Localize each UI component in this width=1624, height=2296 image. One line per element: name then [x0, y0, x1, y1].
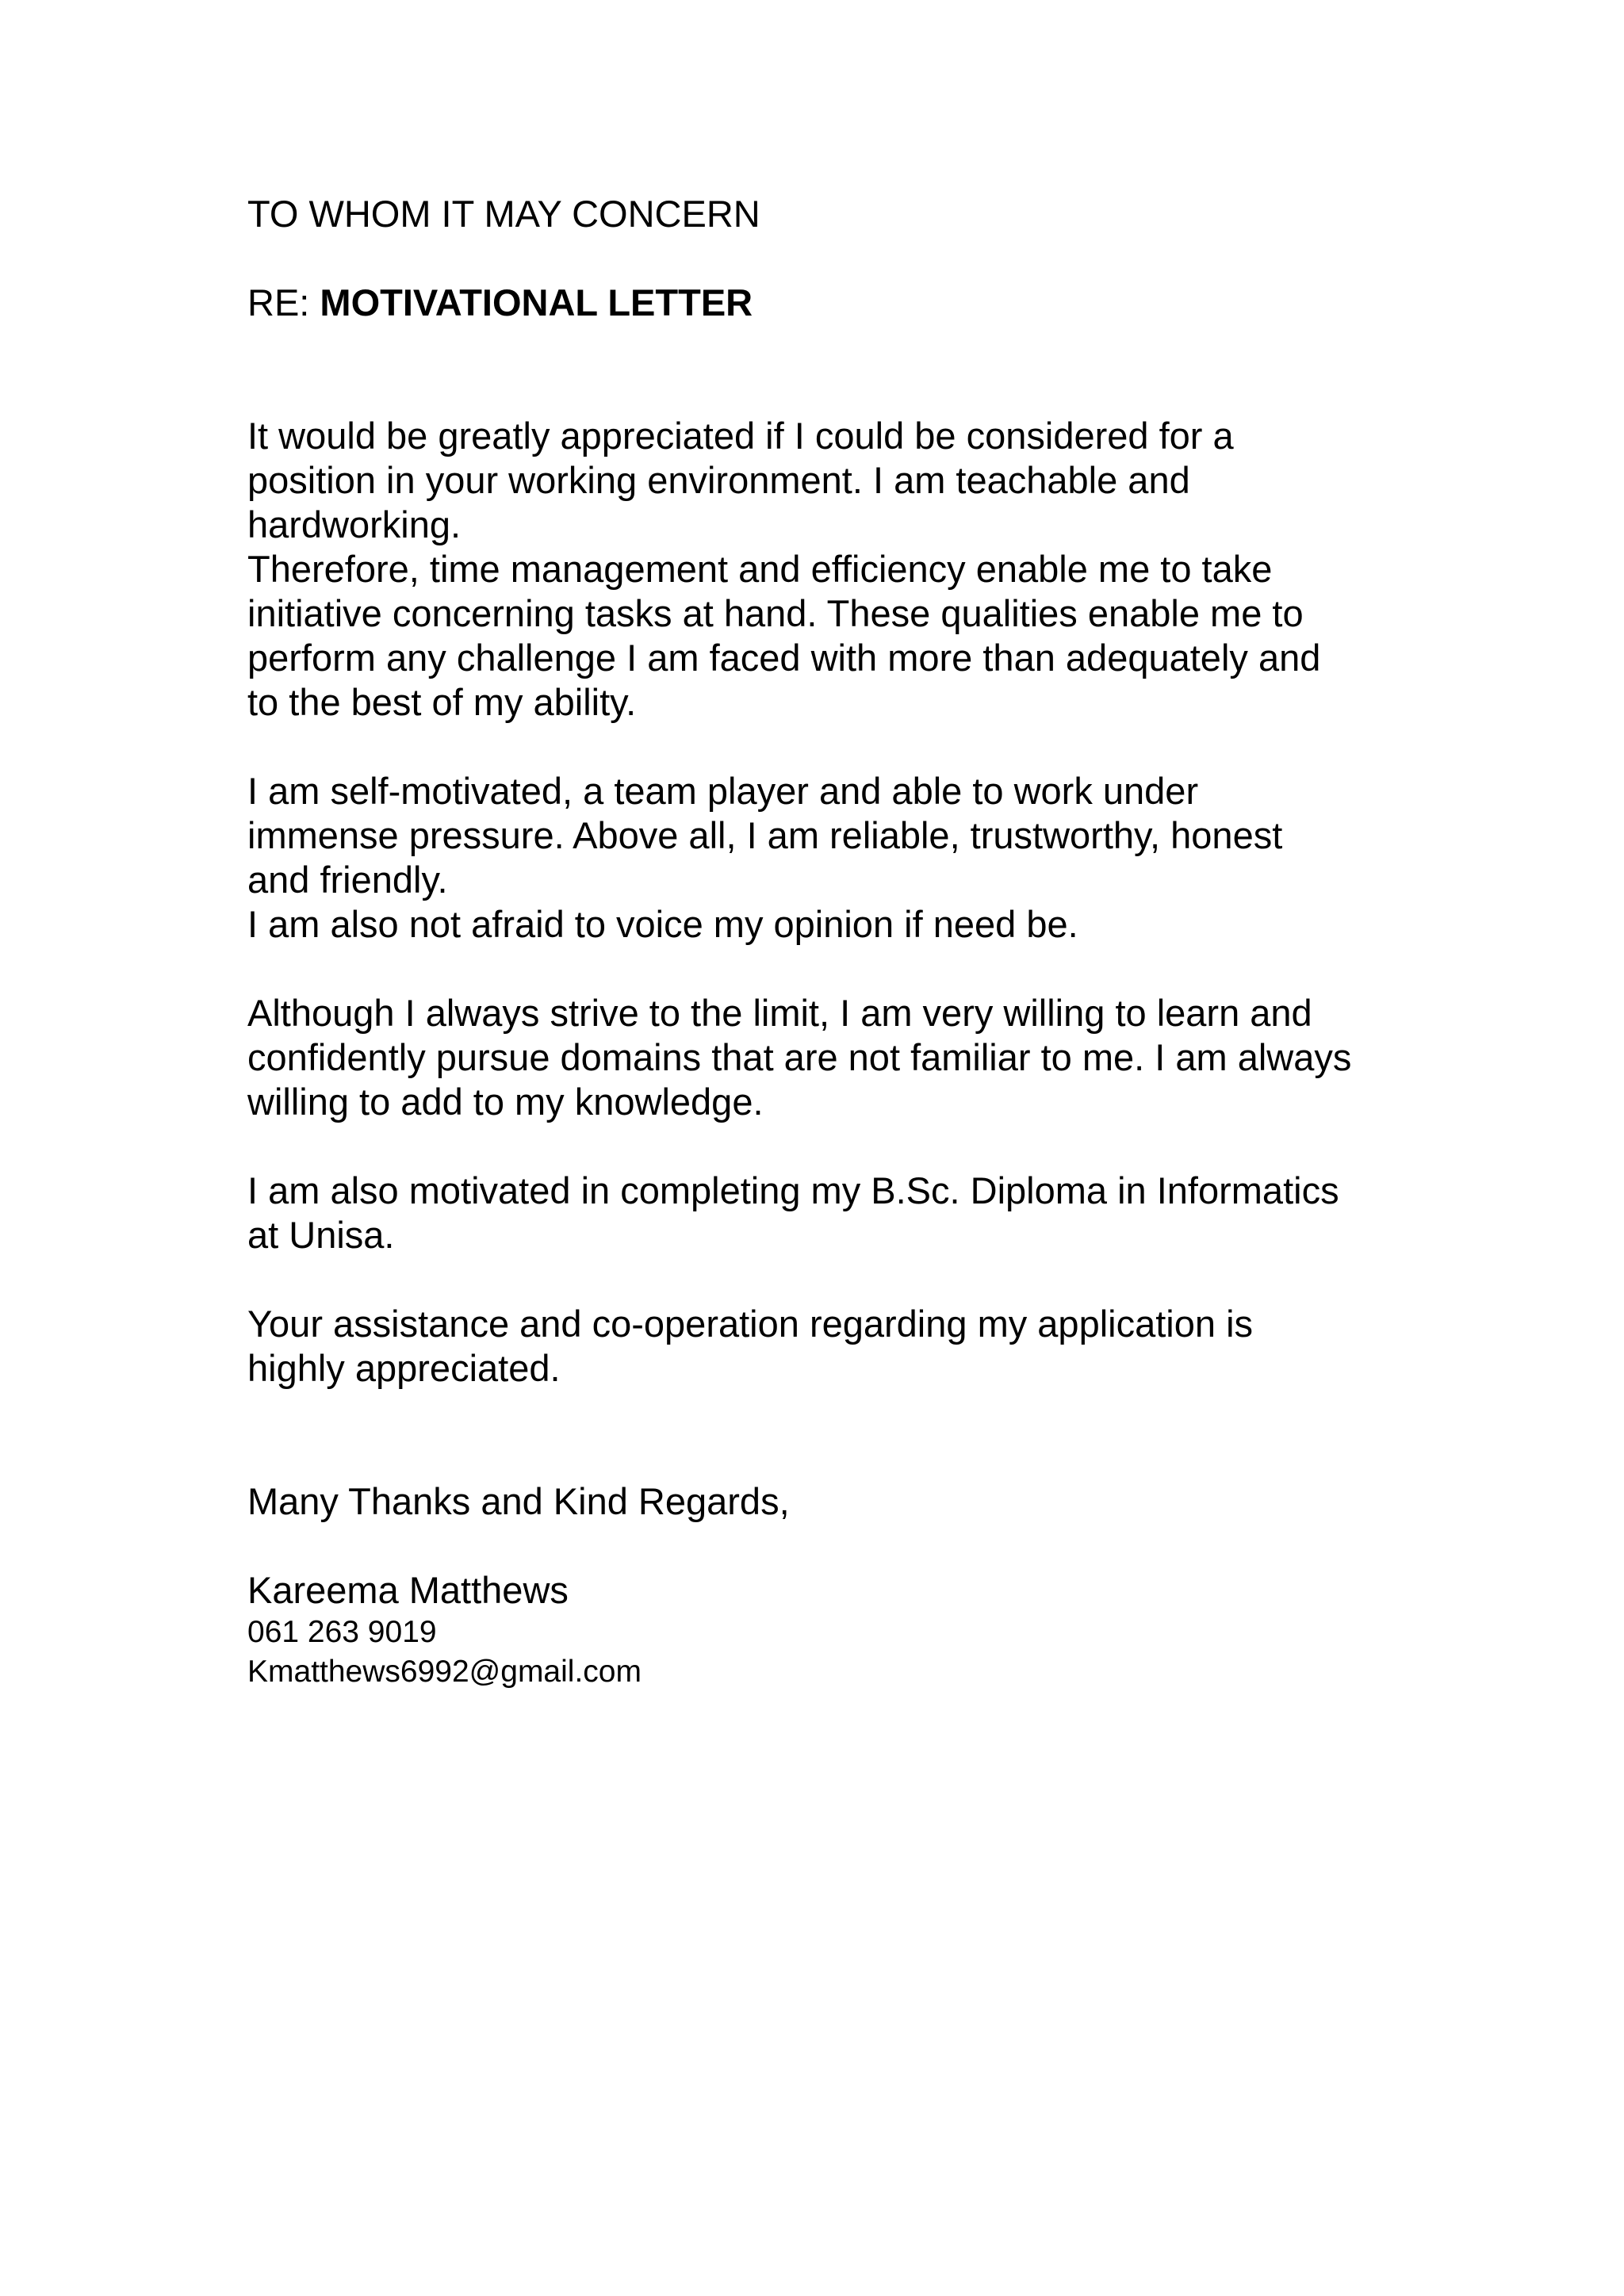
paragraph-learning: Although I always strive to the limit, I am very willing to learn and confidently pursue domains that are not familiar to me. I am always willing to add to my knowledge. — [247, 992, 1352, 1123]
closing-line: Many Thanks and Kind Regards, — [247, 1480, 790, 1522]
paragraph-education: I am also motivated in completing my B.Sc. Diploma in Informatics at Unisa. — [247, 1169, 1339, 1256]
phone-number: 061 263 9019 — [247, 1615, 437, 1649]
email-address: Kmatthews6992@gmail.com — [247, 1655, 642, 1689]
paragraph-appreciation: Your assistance and co-operation regarding my application is highly appreciated. — [247, 1303, 1254, 1389]
salutation: TO WHOM IT MAY CONCERN — [247, 193, 760, 235]
subject-title: MOTIVATIONAL LETTER — [320, 281, 753, 323]
paragraph-introduction: It would be greatly appreciated if I could be considered for a position in your working environment. I am teachable and hardworking. Therefore, time management and efficiency enable me to take initiative concerning tasks at hand. These qualities enable me to perform any challenge I am faced with more than adequately and to the best of my ability. — [247, 415, 1321, 723]
paragraph-qualities: I am self-motivated, a team player and able to work under immense pressure. Above all, I am reliable, trustworthy, honest and friendly. I am also not afraid to voice my opinion if need be. — [247, 770, 1283, 945]
letter-body — [247, 192, 1421, 1692]
subject-line — [247, 281, 1421, 325]
signatory-name: Kareema Matthews — [247, 1569, 569, 1611]
subject-prefix: RE: — [247, 281, 320, 323]
